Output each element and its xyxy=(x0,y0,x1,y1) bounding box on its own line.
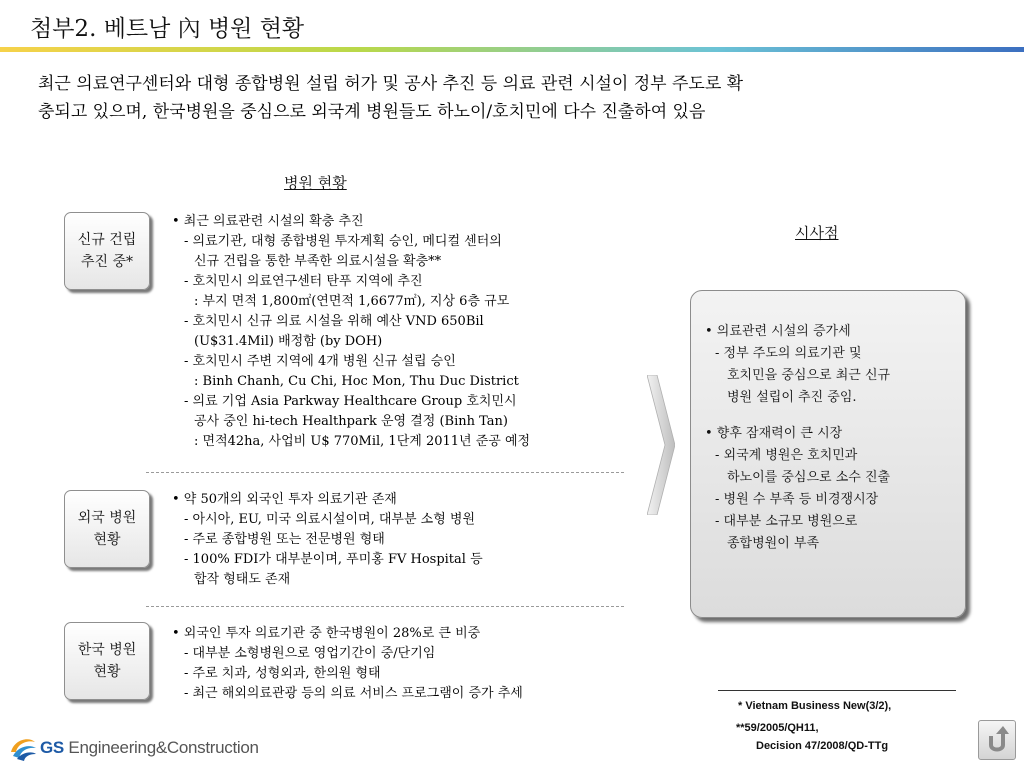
tag-new-construction xyxy=(64,212,150,290)
gs-swirl-icon xyxy=(8,734,38,762)
bullet-line: - 의료기관, 대형 종합병원 투자계획 승인, 메디컬 센터의 xyxy=(184,234,502,249)
page-title: 첨부2. 베트남 內 병원 현황 xyxy=(30,16,305,42)
footnote: * Vietnam Business New(3/2), xyxy=(738,700,892,712)
bullet-line: (U$31.4Mil) 배정함 (by DOH) xyxy=(194,334,383,349)
korean-hospitals-details xyxy=(172,624,523,704)
implication-line: • 향후 잠재력이 큰 시장 xyxy=(705,426,843,441)
implication-line: - 외국계 병원은 호치민과 xyxy=(715,448,858,463)
bullet-line: - 아시아, EU, 미국 의료시설이며, 대부분 소형 병원 xyxy=(184,512,476,527)
intro-line: 충되고 있으며, 한국병원을 중심으로 외국계 병원들도 하노이/호치민에 다수 진출하여 있음 xyxy=(38,102,706,122)
section-divider xyxy=(146,606,624,607)
tag-label-line: 신규 건립 xyxy=(77,232,137,248)
company-logo xyxy=(8,733,298,763)
bullet-line: : Binh Chanh, Cu Chi, Hoc Mon, Thu Duc District xyxy=(194,374,519,389)
bullet-line: - 호치민시 의료연구센터 탄푸 지역에 추진 xyxy=(184,274,423,289)
foreign-hospitals-details xyxy=(172,490,483,590)
bullet-line: : 면적42ha, 사업비 U$ 770Mil, 1단계 2011년 준공 예정 xyxy=(194,434,531,449)
return-arrow-icon xyxy=(985,726,1009,754)
intro-line: 최근 의료연구센터와 대형 종합병원 설립 허가 및 공사 추진 등 의료 관련 시설이 정부 주도로 확 xyxy=(38,74,744,94)
intro-text xyxy=(38,70,998,126)
tag-label-line: 현황 xyxy=(93,664,121,680)
footnote: **59/2005/QH11, xyxy=(736,722,819,734)
bullet-line: - 주로 치과, 성형외과, 한의원 형태 xyxy=(184,666,381,681)
bullet-line: - 최근 해외의료관광 등의 의료 서비스 프로그램이 증가 추세 xyxy=(184,686,523,701)
tag-korean-hospitals xyxy=(64,622,150,700)
implication-line: - 병원 수 부족 등 비경쟁시장 xyxy=(715,492,879,507)
implications-panel xyxy=(690,290,966,618)
bullet-line: - 호치민시 신규 의료 시설을 위해 예산 VND 650Bil xyxy=(184,314,484,329)
bullet-line: 공사 중인 hi-tech Healthpark 운영 결정 (Binh Tan) xyxy=(194,414,508,429)
tag-label-line: 추진 중* xyxy=(80,254,133,270)
implication-line: 종합병원이 부족 xyxy=(727,536,820,551)
logo-text: Engineering&Construction xyxy=(68,738,259,757)
bullet-line: - 대부분 소형병원으로 영업기간이 중/단기임 xyxy=(184,646,436,661)
bullet-line: - 의료 기업 Asia Parkway Healthcare Group 호치민시 xyxy=(184,394,517,409)
logo-brand: GS xyxy=(40,738,64,757)
implications-title: 시사점 xyxy=(795,224,839,242)
implication-line: 병원 설립이 추진 중임. xyxy=(727,390,857,405)
section-divider xyxy=(146,472,624,473)
new-construction-details xyxy=(172,212,530,452)
tag-label-line: 외국 병원 xyxy=(77,510,137,526)
footnote: Decision 47/2008/QD-TTg xyxy=(756,740,889,752)
bullet-line: 신규 건립을 통한 부족한 의료시설을 확충** xyxy=(194,254,442,269)
implication-line: - 대부분 소규모 병원으로 xyxy=(715,514,858,529)
tag-foreign-hospitals xyxy=(64,490,150,568)
bullet-line: - 주로 종합병원 또는 전문병원 형태 xyxy=(184,532,385,547)
chevron-right-icon xyxy=(647,375,675,515)
bullet-line: - 100% FDI가 대부분이며, 푸미홍 FV Hospital 등 xyxy=(184,552,483,567)
return-button[interactable] xyxy=(978,720,1016,760)
bullet-line: - 호치민시 주변 지역에 4개 병원 신규 설립 승인 xyxy=(184,354,456,369)
implication-line: 호치민을 중심으로 최근 신규 xyxy=(727,368,891,383)
title-gradient-bar xyxy=(0,47,1024,52)
implication-line: - 정부 주도의 의료기관 및 xyxy=(715,346,862,361)
tag-label-line: 한국 병원 xyxy=(77,642,137,658)
tag-label-line: 현황 xyxy=(93,532,121,548)
footnote-rule xyxy=(718,690,956,691)
section-title: 병원 현황 xyxy=(284,174,347,192)
bullet-line: • 약 50개의 외국인 투자 의료기관 존재 xyxy=(172,492,397,507)
bullet-line: : 부지 면적 1,800㎡(연면적 1,6677㎡), 지상 6층 규모 xyxy=(194,294,510,309)
bullet-line: • 외국인 투자 의료기관 중 한국병원이 28%로 큰 비중 xyxy=(172,626,481,641)
logo-wordmark xyxy=(40,738,259,758)
bullet-line: • 최근 의료관련 시설의 확충 추진 xyxy=(172,214,364,229)
implication-line: 하노이를 중심으로 소수 진출 xyxy=(727,470,891,485)
bullet-line: 합작 형태도 존재 xyxy=(194,572,291,587)
implication-line: • 의료관련 시설의 증가세 xyxy=(705,324,851,339)
